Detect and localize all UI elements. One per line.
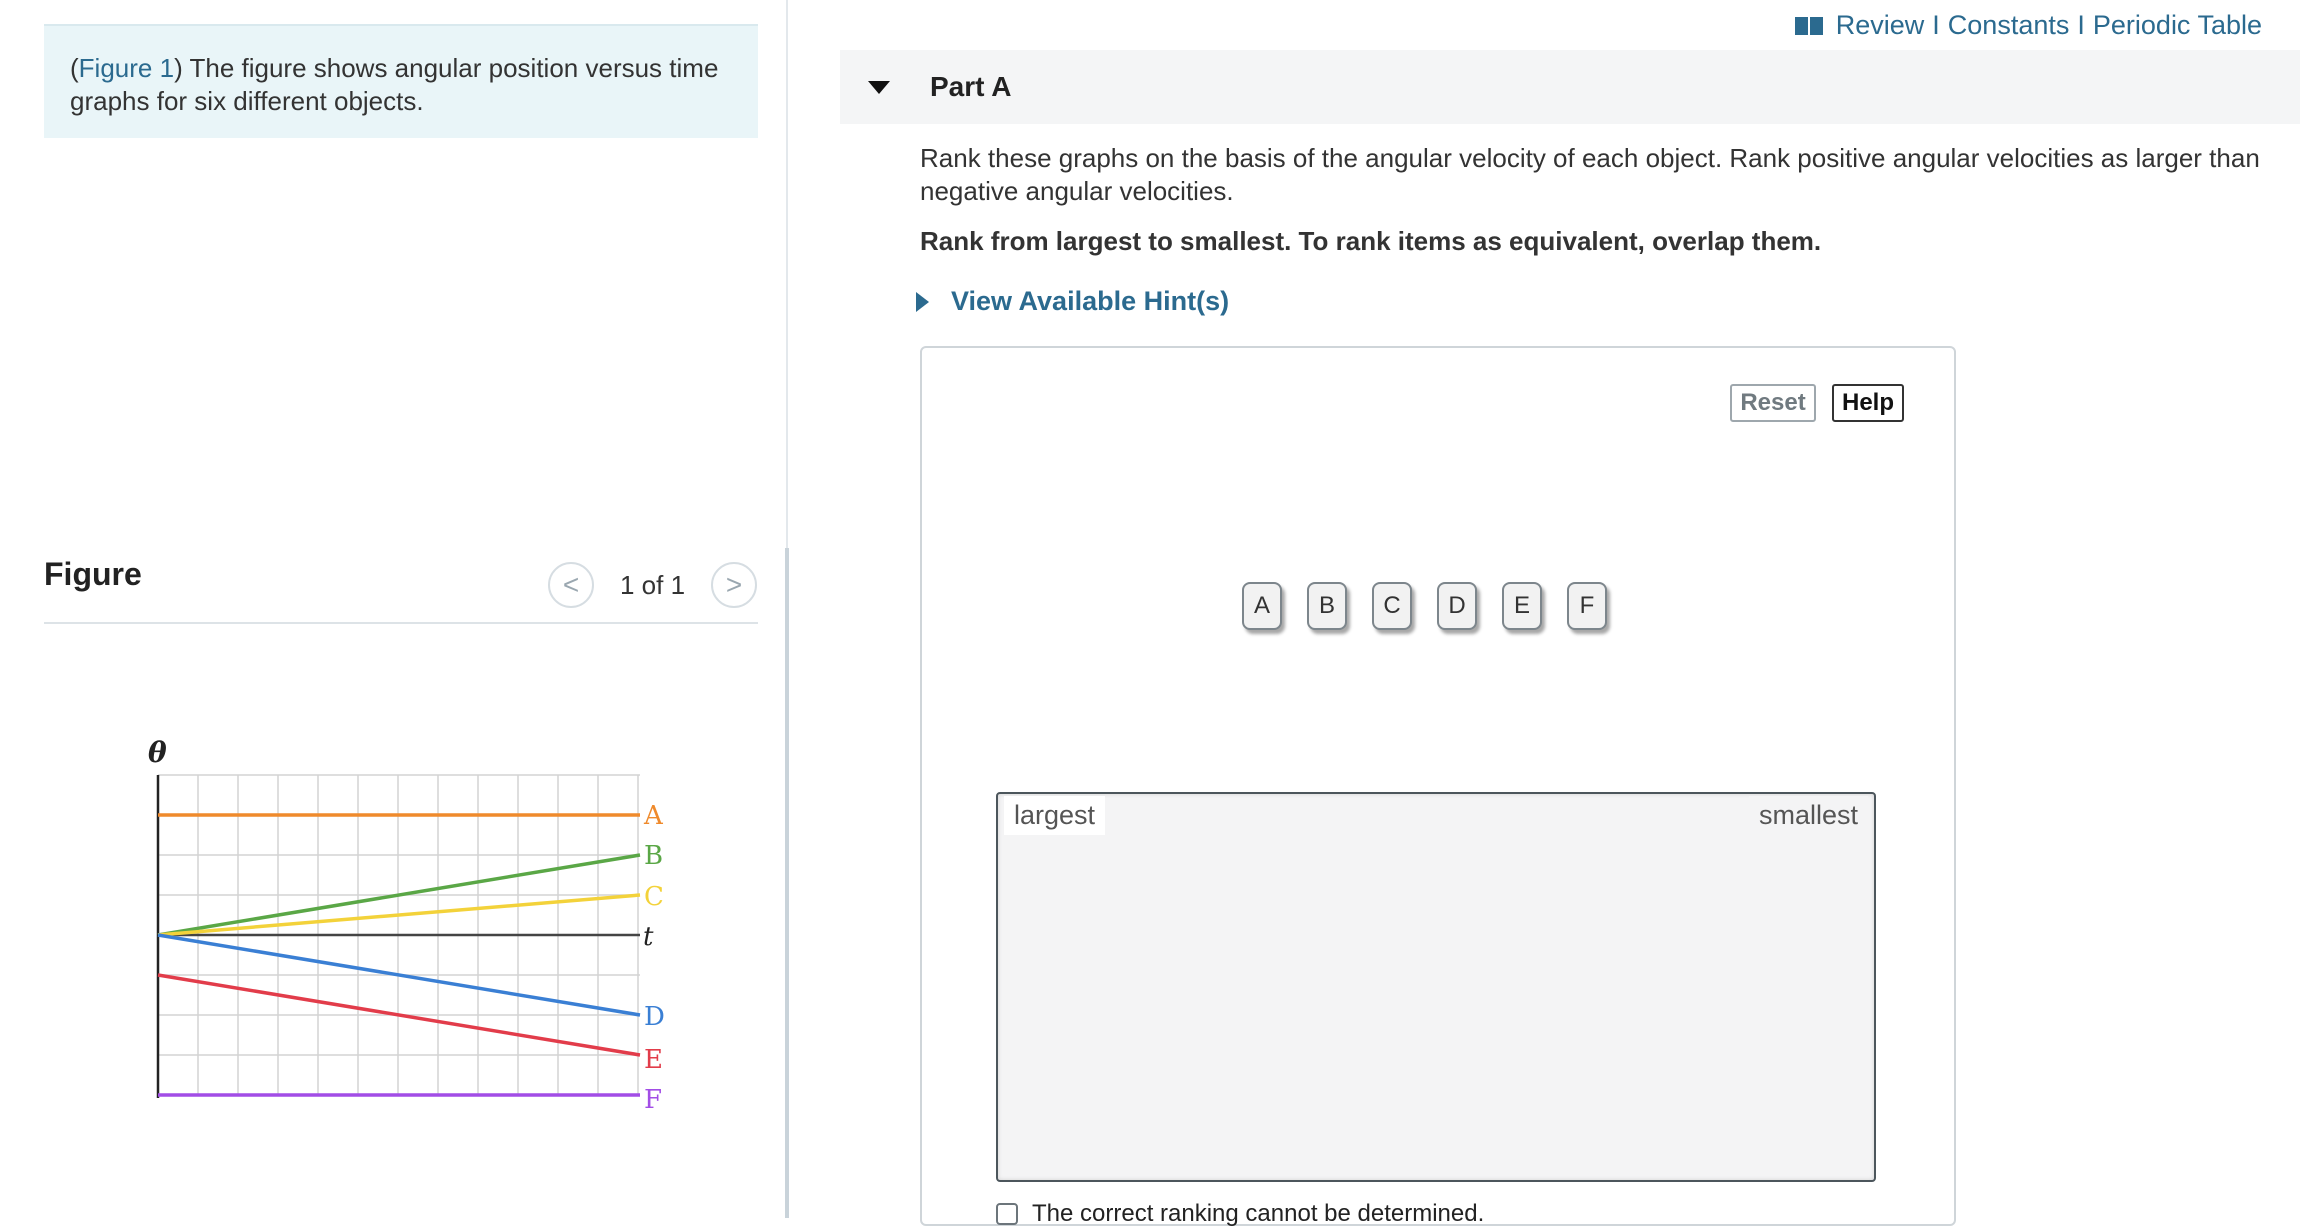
view-hints-toggle[interactable] [916,286,1229,317]
link-separator: I [1932,10,1940,40]
figure-navigation [548,558,757,612]
tile-e[interactable]: E [1502,582,1542,630]
periodic-table-link[interactable]: Periodic Table [2092,10,2262,40]
smallest-label: smallest [1749,796,1868,835]
expand-caret-icon [916,292,929,312]
part-a-header[interactable] [840,50,2300,124]
line-e-label: E [644,1045,663,1075]
line-f-label: F [644,1085,663,1115]
theta-axis-label: θ [148,736,167,769]
cannot-determine-option[interactable] [996,1200,1484,1228]
time-axis-label: t [643,922,654,952]
chevron-left-icon: < [562,569,580,600]
figure-title: Figure [44,556,142,592]
tile-c[interactable]: C [1372,582,1412,630]
tile-f[interactable]: F [1567,582,1607,630]
part-title: Part A [930,71,1012,102]
line-d-label: D [644,1002,665,1032]
help-button[interactable]: Help [1832,384,1904,422]
collapse-caret-icon [868,81,890,94]
figure-page-indicator: 1 of 1 [620,569,686,600]
figure-pane [0,0,790,1218]
figure-intro [44,24,758,138]
next-figure-button[interactable] [711,562,757,608]
constants-link[interactable]: Constants [1947,10,2070,40]
chevron-right-icon: > [725,569,743,600]
ranking-drop-zone[interactable] [996,792,1876,1182]
review-link[interactable]: Review [1835,10,1925,40]
ranking-panel [920,346,1956,1226]
line-c [158,895,640,935]
line-a-label: A [644,801,663,831]
question-pane [790,0,2302,1227]
tile-b[interactable]: B [1307,582,1347,630]
link-separator: I [2077,10,2085,40]
cannot-determine-label: The correct ranking cannot be determined. [1032,1200,1485,1227]
reset-button[interactable]: Reset [1730,384,1816,422]
largest-label: largest [1004,796,1105,835]
tile-d[interactable]: D [1437,582,1477,630]
line-b-label: B [644,841,664,871]
line-c-label: C [644,882,664,912]
figure-divider [44,622,758,624]
intro-open-paren: ( [70,53,79,83]
cannot-determine-checkbox[interactable] [996,1203,1018,1225]
book-icon [1794,15,1824,37]
hint-label: View Available Hint(s) [951,286,1230,316]
prev-figure-button[interactable] [548,562,594,608]
ranking-instruction: Rank from largest to smallest. To rank items as equivalent, overlap them. [920,226,1822,256]
tile-a[interactable]: A [1242,582,1282,630]
intro-text: ) The figure shows angular position versus time graphs for six different objects. [70,53,719,116]
figure-1-link[interactable]: Figure 1 [78,53,175,83]
question-text: Rank these graphs on the basis of the angular velocity of each object. Rank positive angular velocities as larger than negative angular velocities. [920,143,2260,206]
angular-position-graph [130,720,690,1120]
resource-links [1794,10,2262,41]
ranking-tiles [1242,582,1632,630]
pane-resize-handle[interactable] [785,548,789,1218]
